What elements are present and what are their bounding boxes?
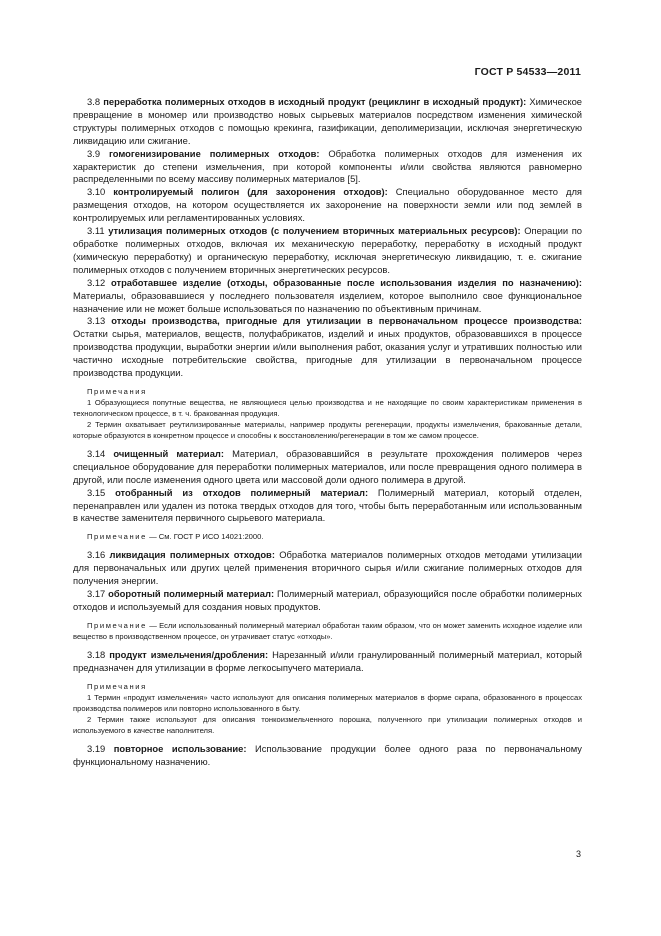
note-3-15: Примечание — См. ГОСТ Р ИСО 14021:2000. [87,532,264,542]
note-1-1: 1 Образующиеся попутные вещества, не являющиеся целью производства и не находящие по своим характеристикам применения в технологическом процессе, в т. ч. бракованная продукция. [73,397,582,418]
standard-header: ГОСТ Р 54533—2011 [474,66,581,78]
term-3-10: 3.10 контролируемый полигон (для захоронения отходов): Специально оборудованное место для размещения отходов, на котором осуществляется их захоронение на поверхности земли или под землей в контролируемых или регламентированных условиях. [73,186,582,224]
term-3-19: 3.19 повторное использование: Использование продукции более одного раза по первоначальному функциональному назначению. [73,742,582,767]
term-3-15: 3.15 отобранный из отходов полимерный материал: Полимерный материал, который отделен, перенаправлен или удален из потока твердых отходов для того, чтобы быть переработанным или использованным в качестве заменителя первичного сырьевого материала. [73,486,583,524]
term-3-11: 3.11 утилизация полимерных отходов (с получением вторичных материальных ресурсов): Операции по обработке полимерных отходов, включая их механическую переработку, переработку в исходный продукт (химическую переработку) и органическую переработку, исключая энергетическую ликвидацию, т. е. сжигание полимерных отходов с получением вторичных энергетических ресурсов. [73,225,583,275]
page-number: 3 [575,849,581,859]
notes-heading-1: Примечания [87,386,147,396]
term-3-9: 3.9 гомогенизирование полимерных отходов: Обработка полимерных отходов для изменения их характеристик до степени измельчения, при которой компоненты и/или свойства являются равномерно распределенными по всему массиву полимерных материалов [5]. [73,147,582,185]
term-3-13: 3.13 отходы производства, пригодные для утилизации в первоначальном процессе производства: Остатки сырья, материалов, веществ, полуфабрикатов, изделий и иных продуктов, образовавшихся в процессе производства продукции, выработки энергии и/или выполнения работ, оказания услуг и утративших полностью или частично исходные потребительские свойства, пригодные для утилизации в первоначальном процессе производства продукции. [73,315,582,379]
term-3-16: 3.16 ликвидация полимерных отходов: Обработка материалов полимерных отходов методами утилизации для первоначальных или других целей применения вторичного сырья и/или сжигание полимерных отходов для получения энергии. [73,549,582,587]
term-3-18: 3.18 продукт измельчения/дробления: Нарезанный и/или гранулированный полимерный материал, который предназначен для утилизации в форме легкосыпучего материала. [73,648,583,673]
notes-heading-2: Примечания [87,681,147,691]
term-3-8: 3.8 переработка полимерных отходов в исходный продукт (рециклинг в исходный продукт): Химическое превращение в мономер или производство новых сырьевых материалов посредством изменения химической структуры полимерных отходов с помощью крекинга, газификации, деполимеризации, исключая энергетическую ликвидацию или сжигание. [73,96,582,146]
term-3-14: 3.14 очищенный материал: Материал, образовавшийся в результате прохождения полимеров через специальное оборудование для переработки полимерных материалов, или после превращения одного полимера в другой, или после изменения одного цвета или массовой доли одного полимера в другой. [73,447,583,485]
note-1-2: 2 Термин охватывает реутилизированные материалы, например продукты регенерации, продукты измельчения, бракованные детали, которые образуются в конкретном процессе и способны к восстановлению/регенерации в том же самом процессе. [73,419,582,440]
note-3-17: Примечание — Если использованный полимерный материал обработан таким образом, что он может заменить исходное изделие или вещество в производственном процессе, он утрачивает статус «отходы». [73,620,582,641]
note-2-1: 1 Термин «продукт измельчения» часто используют для описания полимерных материалов в форме скрапа, образованного в процессах производства полимеров или повторно использованного в быту. [73,692,582,713]
note-2-2: 2 Термин также используют для описания тонкоизмельченного порошка, полученного при утилизации полимерных отходов и используемого в качестве наполнителя. [73,714,582,735]
document-body [73,96,582,769]
term-3-17: 3.17 оборотный полимерный материал: Полимерный материал, образующийся после обработки полимерных отходов и используемый для создания новых продуктов. [73,588,582,612]
term-3-12: 3.12 отработавшее изделие (отходы, образованные после использования изделия по назначению): Материалы, образовавшиеся у последнего пользователя изделием, которое выполнило свое функциональное назначение или не может больше использоваться по назначению по объективным причинам. [73,276,582,314]
